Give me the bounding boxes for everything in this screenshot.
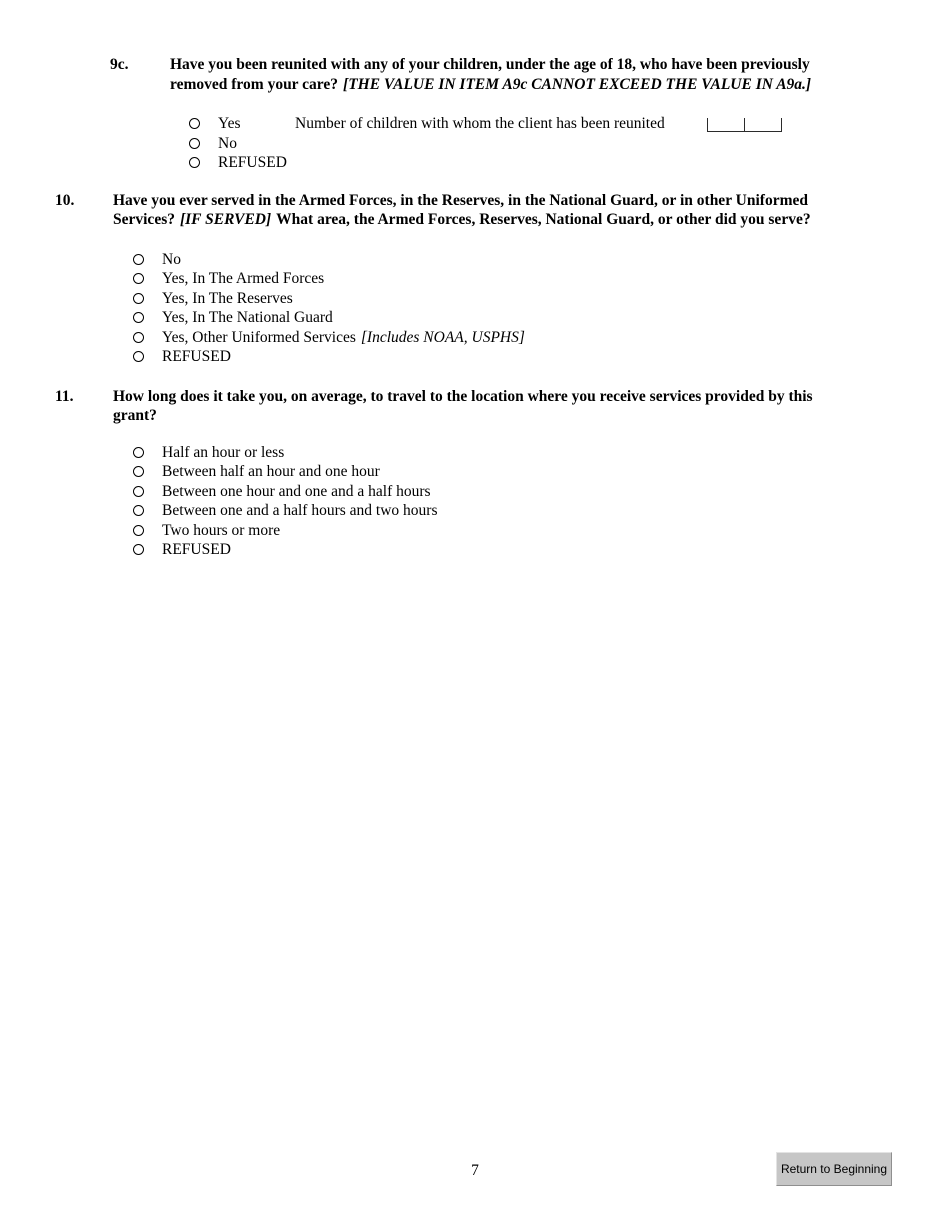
radio-option-11-half-hour-or-less[interactable] xyxy=(133,443,950,463)
option-label: Between one hour and one and a half hours xyxy=(162,482,431,500)
radio-option-11-one-half-to-two-hours[interactable] xyxy=(133,501,950,521)
question-11-options xyxy=(0,443,950,560)
document-page xyxy=(0,0,950,560)
question-9c-text xyxy=(170,55,811,94)
question-11 xyxy=(55,387,950,426)
question-9c-instruction: [THE VALUE IN ITEM A9c CANNOT EXCEED THE VALUE IN A9a.] xyxy=(343,75,812,93)
option-label: Yes xyxy=(218,115,241,132)
option-label: Yes, In The National Guard xyxy=(162,309,333,326)
option-label: Between one and a half hours and two hours xyxy=(162,502,438,519)
question-10 xyxy=(55,191,950,230)
radio-option-10-no[interactable] xyxy=(133,250,950,270)
radio-icon xyxy=(133,544,144,555)
question-9c-line2: removed from your care? [THE VALUE IN ITEM A9c CANNOT EXCEED THE VALUE IN A9a.] xyxy=(170,75,812,93)
option-label: REFUSED xyxy=(218,154,287,171)
radio-option-11-refused[interactable] xyxy=(133,540,950,560)
reunited-count-label: Number of children with whom the client has been reunited xyxy=(295,115,665,132)
option-label: Yes, In The Armed Forces xyxy=(162,270,325,287)
radio-option-11-one-to-one-half-hours[interactable] xyxy=(133,482,950,502)
radio-icon xyxy=(133,312,144,323)
radio-option-10-national-guard[interactable] xyxy=(133,308,950,328)
question-11-line1: How long does it take you, on average, to travel to the location where you receive services provided by this xyxy=(113,387,813,405)
option-label: Yes, In The Reserves xyxy=(162,289,293,307)
option-label: Between half an hour and one hour xyxy=(162,463,380,480)
radio-option-11-two-hours-or-more[interactable] xyxy=(133,521,950,541)
question-10-instruction: [IF SERVED] xyxy=(179,211,272,228)
radio-icon xyxy=(189,138,200,149)
question-9c-line1: Have you been reunited with any of your children, under the age of 18, who have been previously xyxy=(170,56,810,73)
option-label: Yes, Other Uniformed Services xyxy=(162,328,356,346)
radio-option-10-refused[interactable] xyxy=(133,347,950,367)
option-label: No xyxy=(218,134,237,152)
radio-icon xyxy=(133,466,144,477)
radio-icon xyxy=(189,157,200,168)
radio-icon xyxy=(133,332,144,343)
option-note: [Includes NOAA, USPHS] xyxy=(360,328,525,346)
option-label: REFUSED xyxy=(162,348,231,365)
question-9c-number: 9c. xyxy=(110,56,129,73)
question-11-number: 11. xyxy=(55,387,74,405)
question-9c xyxy=(110,55,950,94)
option-label: Two hours or more xyxy=(162,521,281,539)
radio-option-11-half-to-one-hour[interactable] xyxy=(133,462,950,482)
question-10-number: 10. xyxy=(55,191,75,209)
radio-option-10-reserves[interactable] xyxy=(133,289,950,309)
question-11-block xyxy=(0,387,950,560)
radio-icon xyxy=(189,118,200,129)
option-label: Half an hour or less xyxy=(162,443,285,461)
radio-icon xyxy=(133,351,144,362)
radio-icon xyxy=(133,525,144,536)
question-10-block xyxy=(0,191,950,367)
option-label: REFUSED xyxy=(162,541,231,558)
radio-icon xyxy=(133,273,144,284)
question-9c-options xyxy=(0,114,950,173)
question-10-line1: Have you ever served in the Armed Forces, in the Reserves, in the National Guard, or in other Uniformed xyxy=(113,191,808,209)
question-11-line2: grant? xyxy=(113,407,157,424)
radio-icon xyxy=(133,447,144,458)
radio-icon xyxy=(133,254,144,265)
radio-option-10-other-uniformed[interactable] xyxy=(133,328,950,348)
radio-icon xyxy=(133,505,144,516)
radio-option-9c-yes[interactable] xyxy=(189,114,950,134)
return-to-beginning-button[interactable]: Return to Beginning xyxy=(776,1152,892,1186)
radio-option-9c-no[interactable] xyxy=(189,134,950,154)
radio-icon xyxy=(133,486,144,497)
page-number: 7 xyxy=(471,1162,479,1179)
question-10-text xyxy=(113,191,811,230)
radio-option-9c-refused[interactable] xyxy=(189,153,950,173)
radio-option-10-armed-forces[interactable] xyxy=(133,269,950,289)
radio-icon xyxy=(133,293,144,304)
option-label: No xyxy=(162,250,181,268)
question-10-options xyxy=(0,250,950,367)
reunited-count-field[interactable] xyxy=(707,118,782,132)
question-11-text xyxy=(113,387,813,426)
question-10-line2: Services? [IF SERVED] What area, the Armed Forces, Reserves, National Guard, or other did you serve? xyxy=(113,211,811,228)
